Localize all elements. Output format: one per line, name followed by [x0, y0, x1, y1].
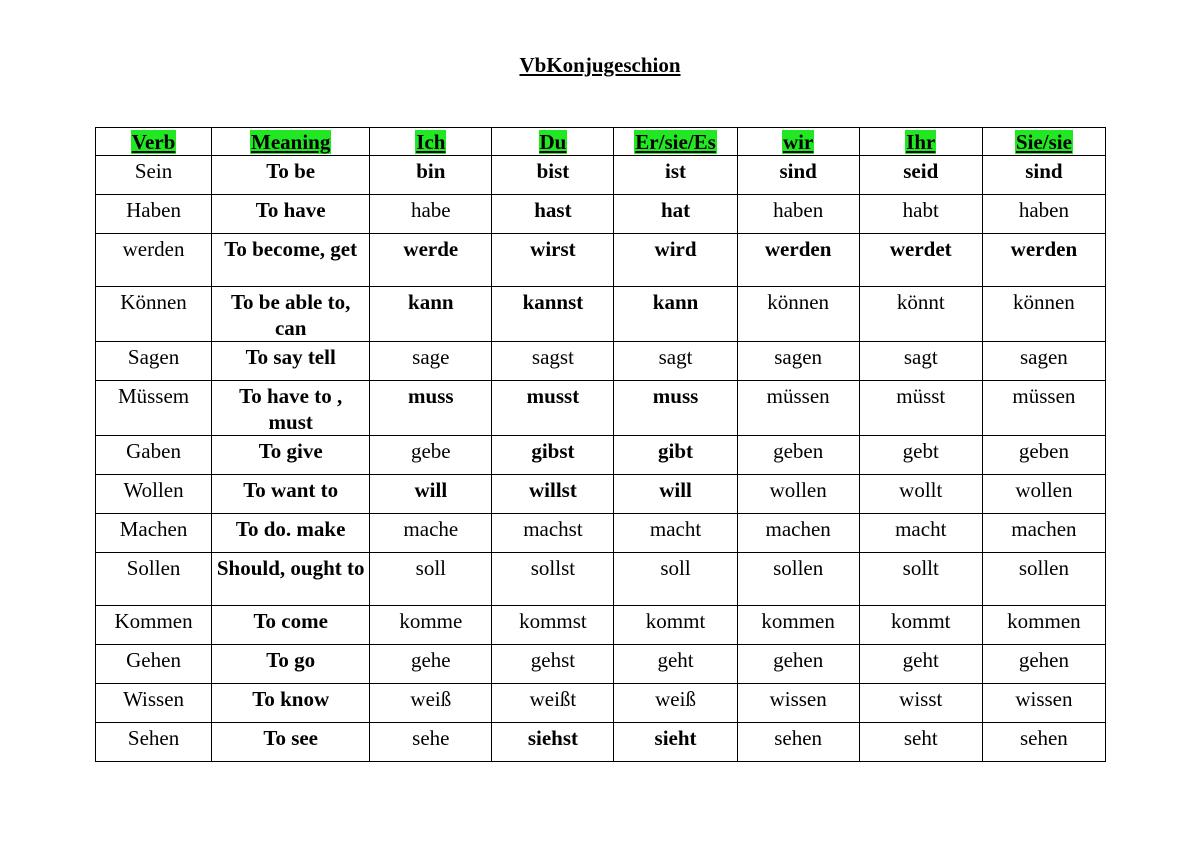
table-cell: sagen	[982, 342, 1105, 381]
header-cell	[96, 128, 212, 156]
table-cell: gehst	[492, 645, 614, 684]
table-cell: To be able to, can	[212, 287, 370, 342]
table-cell: sollt	[859, 553, 982, 606]
table-row	[96, 645, 1106, 684]
table-cell: kommt	[859, 606, 982, 645]
table-cell: kommst	[492, 606, 614, 645]
table-cell: können	[737, 287, 859, 342]
table-cell: Können	[96, 287, 212, 342]
table-cell: kannst	[492, 287, 614, 342]
table-cell: geht	[614, 645, 737, 684]
header-cell	[370, 128, 492, 156]
header-label: Ich	[416, 130, 446, 154]
table-cell: Should, ought to	[212, 553, 370, 606]
table-cell: wird	[614, 234, 737, 287]
table-cell: wisst	[859, 684, 982, 723]
table-row	[96, 234, 1106, 287]
table-cell: To be	[212, 156, 370, 195]
table-cell: sagst	[492, 342, 614, 381]
table-cell: weiß	[614, 684, 737, 723]
table-cell: To go	[212, 645, 370, 684]
table-cell: könnt	[859, 287, 982, 342]
table-cell: To say tell	[212, 342, 370, 381]
table-cell: To have	[212, 195, 370, 234]
table-cell: macht	[859, 514, 982, 553]
table-cell: To have to , must	[212, 381, 370, 436]
table-cell: soll	[370, 553, 492, 606]
table-cell: Haben	[96, 195, 212, 234]
header-label: Ihr	[906, 130, 936, 154]
table-cell: werden	[96, 234, 212, 287]
table-row	[96, 553, 1106, 606]
table-cell: To do. make	[212, 514, 370, 553]
table-cell: sind	[982, 156, 1105, 195]
table-cell: sollen	[982, 553, 1105, 606]
table-cell: Kommen	[96, 606, 212, 645]
table-cell: will	[370, 475, 492, 514]
table-cell: To become, get	[212, 234, 370, 287]
table-cell: müsst	[859, 381, 982, 436]
table-cell: seht	[859, 723, 982, 762]
table-cell: sind	[737, 156, 859, 195]
table-cell: sollen	[737, 553, 859, 606]
table-row	[96, 381, 1106, 436]
table-cell: ist	[614, 156, 737, 195]
table-cell: haben	[737, 195, 859, 234]
table-cell: werden	[982, 234, 1105, 287]
table-cell: siehst	[492, 723, 614, 762]
table-cell: musst	[492, 381, 614, 436]
header-row	[96, 128, 1106, 156]
table-row	[96, 514, 1106, 553]
table-cell: weiß	[370, 684, 492, 723]
table-cell: wollt	[859, 475, 982, 514]
table-cell: sehe	[370, 723, 492, 762]
page-title: VbKonjugeschion	[519, 53, 681, 77]
table-cell: Sagen	[96, 342, 212, 381]
table-cell: Sollen	[96, 553, 212, 606]
table-row	[96, 723, 1106, 762]
table-cell: werden	[737, 234, 859, 287]
table-cell: kommen	[737, 606, 859, 645]
table-cell: werdet	[859, 234, 982, 287]
table-cell: seid	[859, 156, 982, 195]
table-cell: Gehen	[96, 645, 212, 684]
table-cell: sagen	[737, 342, 859, 381]
table-cell: machen	[982, 514, 1105, 553]
table-cell: To come	[212, 606, 370, 645]
table-row	[96, 287, 1106, 342]
table-cell: müssen	[982, 381, 1105, 436]
table-cell: Wissen	[96, 684, 212, 723]
table-cell: machen	[737, 514, 859, 553]
table-cell: haben	[982, 195, 1105, 234]
table-cell: werde	[370, 234, 492, 287]
table-cell: müssen	[737, 381, 859, 436]
table-cell: gebt	[859, 436, 982, 475]
table-cell: soll	[614, 553, 737, 606]
table-cell: geben	[737, 436, 859, 475]
table-cell: Müssem	[96, 381, 212, 436]
table-cell: wissen	[737, 684, 859, 723]
table-cell: macht	[614, 514, 737, 553]
table-cell: mache	[370, 514, 492, 553]
table-cell: sehen	[737, 723, 859, 762]
table-cell: To know	[212, 684, 370, 723]
header-label: Du	[539, 130, 567, 154]
table-cell: sage	[370, 342, 492, 381]
header-cell	[859, 128, 982, 156]
table-cell: will	[614, 475, 737, 514]
header-cell	[982, 128, 1105, 156]
table-cell: gebe	[370, 436, 492, 475]
table-cell: sagt	[614, 342, 737, 381]
table-cell: habt	[859, 195, 982, 234]
table-cell: Machen	[96, 514, 212, 553]
table-cell: wollen	[737, 475, 859, 514]
table-cell: wollen	[982, 475, 1105, 514]
table-cell: wissen	[982, 684, 1105, 723]
table-cell: geben	[982, 436, 1105, 475]
table-cell: machst	[492, 514, 614, 553]
table-cell: Gaben	[96, 436, 212, 475]
table-cell: wirst	[492, 234, 614, 287]
table-cell: sollst	[492, 553, 614, 606]
conjugation-table	[95, 127, 1106, 762]
table-row	[96, 195, 1106, 234]
table-cell: Wollen	[96, 475, 212, 514]
table-cell: hast	[492, 195, 614, 234]
header-label: wir	[782, 130, 814, 154]
header-cell	[614, 128, 737, 156]
table-cell: Sehen	[96, 723, 212, 762]
table-cell: gehen	[737, 645, 859, 684]
table-row	[96, 684, 1106, 723]
table-cell: gibt	[614, 436, 737, 475]
header-label: Verb	[131, 130, 176, 154]
table-cell: muss	[614, 381, 737, 436]
table-cell: To give	[212, 436, 370, 475]
header-cell	[492, 128, 614, 156]
table-cell: habe	[370, 195, 492, 234]
table-cell: hat	[614, 195, 737, 234]
table-cell: To see	[212, 723, 370, 762]
table-cell: können	[982, 287, 1105, 342]
table-cell: geht	[859, 645, 982, 684]
table-cell: kann	[614, 287, 737, 342]
table-cell: To want to	[212, 475, 370, 514]
table-cell: muss	[370, 381, 492, 436]
table-cell: bist	[492, 156, 614, 195]
table-cell: weißt	[492, 684, 614, 723]
table-row	[96, 436, 1106, 475]
header-label: Meaning	[251, 130, 331, 154]
header-cell	[737, 128, 859, 156]
table-cell: bin	[370, 156, 492, 195]
table-cell: gibst	[492, 436, 614, 475]
table-cell: gehen	[982, 645, 1105, 684]
table-cell: sehen	[982, 723, 1105, 762]
header-label: Sie/sie	[1015, 130, 1072, 154]
table-body	[96, 156, 1106, 762]
table-cell: sagt	[859, 342, 982, 381]
table-row	[96, 156, 1106, 195]
table-cell: willst	[492, 475, 614, 514]
table-row	[96, 475, 1106, 514]
table-cell: kommt	[614, 606, 737, 645]
header-label: Er/sie/Es	[635, 130, 716, 154]
table-row	[96, 606, 1106, 645]
table-cell: gehe	[370, 645, 492, 684]
header-cell	[212, 128, 370, 156]
table-cell: kann	[370, 287, 492, 342]
table-cell: komme	[370, 606, 492, 645]
table-cell: sieht	[614, 723, 737, 762]
table-cell: kommen	[982, 606, 1105, 645]
table-cell: Sein	[96, 156, 212, 195]
table-row	[96, 342, 1106, 381]
